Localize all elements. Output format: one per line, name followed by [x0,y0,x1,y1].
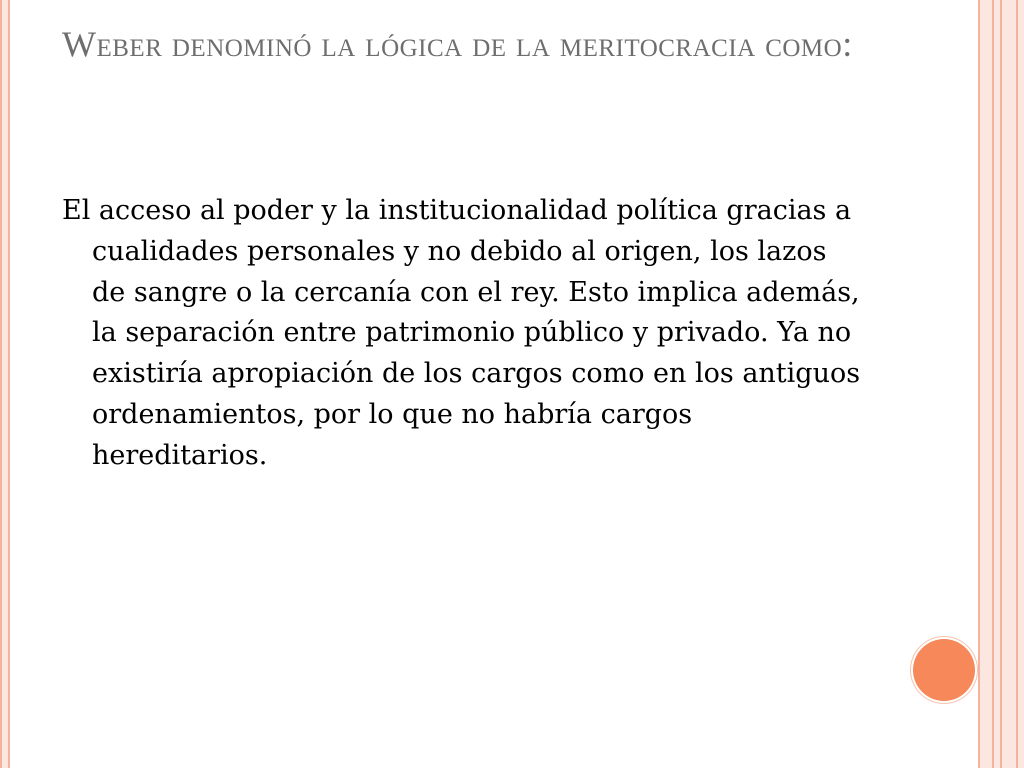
left-border-line-inner [8,0,10,768]
right-border-band [980,0,992,768]
right-border-band [1018,0,1024,768]
orange-circle-decoration [913,639,975,701]
right-border-band [1002,0,1016,768]
slide-title: Weber denominó la lógica de la meritocracia como: [62,24,853,64]
slide-body-text: El acceso al poder y la institucionalidad política gracias a cualidades personales y no debido al origen, los lazos de sangre o la cercanía con el rey. Esto implica además, la separación entre patrimonio público y privado. Ya no existiría apropiación de los cargos como en los antiguos ordenamientos, por lo que no habría cargos hereditarios. [62,195,861,471]
